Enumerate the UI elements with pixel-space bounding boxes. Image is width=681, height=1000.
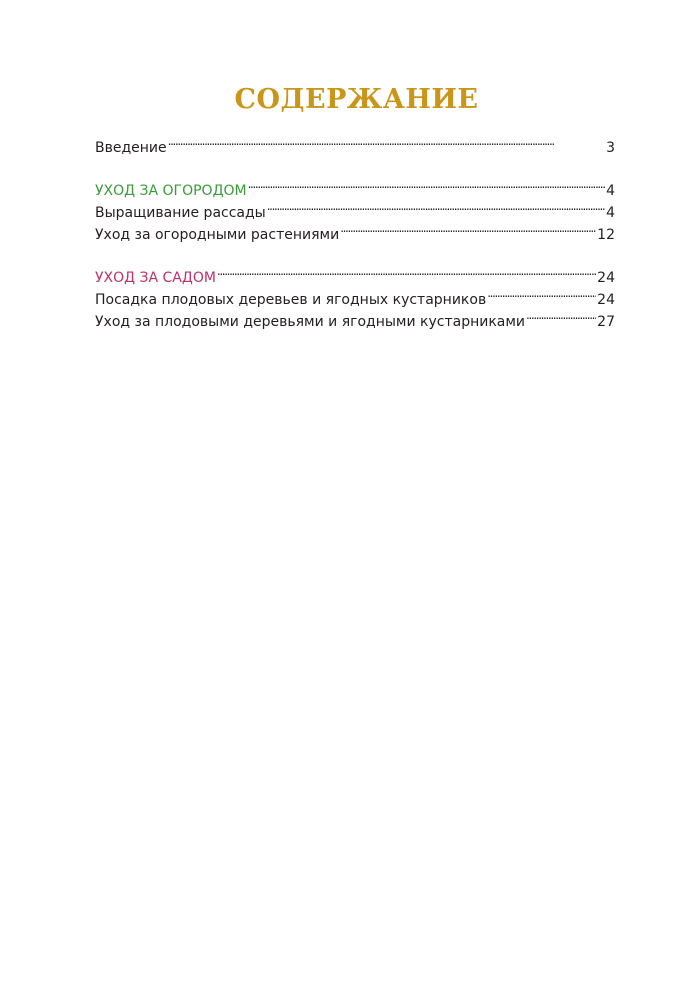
toc-entry-label: Введение bbox=[95, 140, 167, 156]
toc-section-heading-garden bbox=[95, 173, 615, 199]
table-of-contents bbox=[95, 130, 615, 330]
toc-entry-label: Посадка плодовых деревьев и ягодных кустарников bbox=[95, 292, 487, 308]
toc-entry-intro bbox=[95, 130, 615, 156]
toc-entry-label: Выращивание рассады bbox=[95, 205, 266, 221]
dot-leader bbox=[340, 217, 596, 239]
toc-entry-page: 24 bbox=[597, 292, 615, 308]
toc-group-intro bbox=[95, 130, 615, 156]
dot-leader bbox=[267, 195, 605, 217]
dot-leader bbox=[487, 282, 596, 304]
toc-entry-page: 4 bbox=[606, 205, 615, 221]
toc-entry-page: 3 bbox=[606, 140, 615, 156]
toc-section-label: УХОД ЗА ОГОРОДОМ bbox=[95, 183, 247, 199]
toc-section-label: УХОД ЗА САДОМ bbox=[95, 270, 216, 286]
toc-section-heading-orchard bbox=[95, 260, 615, 286]
dot-leader bbox=[168, 130, 605, 152]
toc-entry-page: 4 bbox=[606, 183, 615, 199]
dot-leader bbox=[526, 304, 596, 326]
toc-entry-label: Уход за плодовыми деревьями и ягодными кустарниками bbox=[95, 314, 526, 330]
toc-group-orchard bbox=[95, 260, 615, 330]
toc-entry-page: 27 bbox=[597, 314, 615, 330]
toc-entry-page: 24 bbox=[597, 270, 615, 286]
toc-entry-page: 12 bbox=[597, 227, 615, 243]
toc-entry-label: Уход за огородными растениями bbox=[95, 227, 340, 243]
dot-leader bbox=[248, 173, 605, 195]
dot-leader bbox=[217, 260, 596, 282]
page-title: СОДЕРЖАНИЕ bbox=[234, 84, 479, 115]
toc-group-garden bbox=[95, 173, 615, 243]
